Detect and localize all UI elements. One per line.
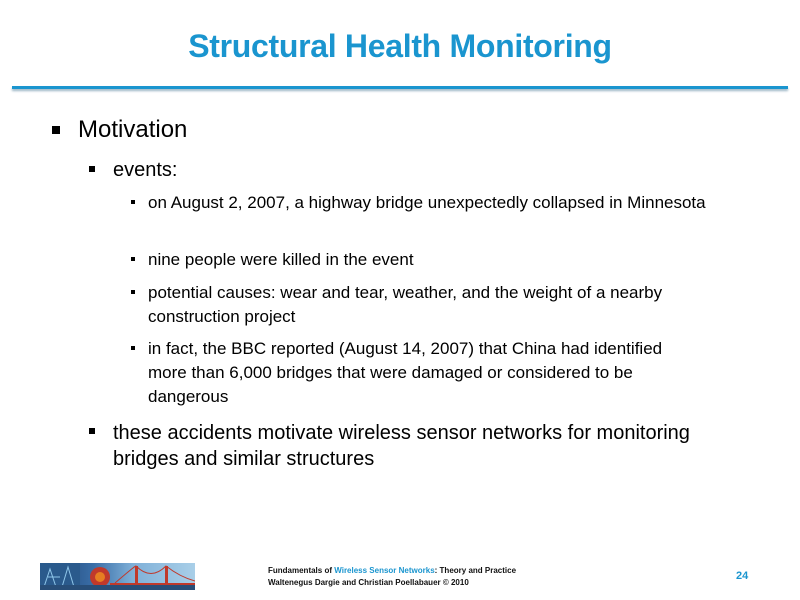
footer-text	[268, 565, 516, 589]
footer-highlight: Wireless Sensor Networks	[334, 566, 435, 575]
bullet-level1	[52, 126, 60, 134]
motivation-heading: Motivation	[78, 116, 188, 143]
event-item: on August 2, 2007, a highway bridge unexpectedly collapsed in Minnesota	[148, 193, 706, 212]
bullet-level2	[89, 166, 95, 172]
bullet-level3	[131, 346, 135, 350]
title-rule	[12, 86, 788, 89]
bullet-level2	[89, 428, 95, 434]
event-item: nine people were killed in the event	[148, 250, 414, 269]
event-item: in fact, the BBC reported (August 14, 2007) that China had identified more than 6,000 bridges that were damaged or considered to be dangerous	[148, 339, 663, 406]
footer-prefix: Fundamentals of	[268, 566, 335, 575]
footer-book-title	[268, 565, 516, 577]
conclusion-text: these accidents motivate wireless sensor networks for monitoring bridges and similar structures	[113, 422, 690, 470]
slide-title: Structural Health Monitoring	[188, 28, 612, 64]
footer-suffix: : Theory and Practice	[434, 566, 517, 575]
footer-authors: Waltenegus Dargie and Christian Poellabauer © 2010	[268, 578, 469, 587]
events-label: events:	[113, 159, 178, 181]
bullet-level3	[131, 200, 135, 204]
bullet-level3	[131, 290, 135, 294]
event-item: potential causes: wear and tear, weather, and the weight of a nearby construction project	[148, 283, 663, 326]
footer-banner-image	[40, 563, 195, 590]
page-number: 24	[736, 570, 749, 582]
bullet-level3	[131, 257, 135, 261]
